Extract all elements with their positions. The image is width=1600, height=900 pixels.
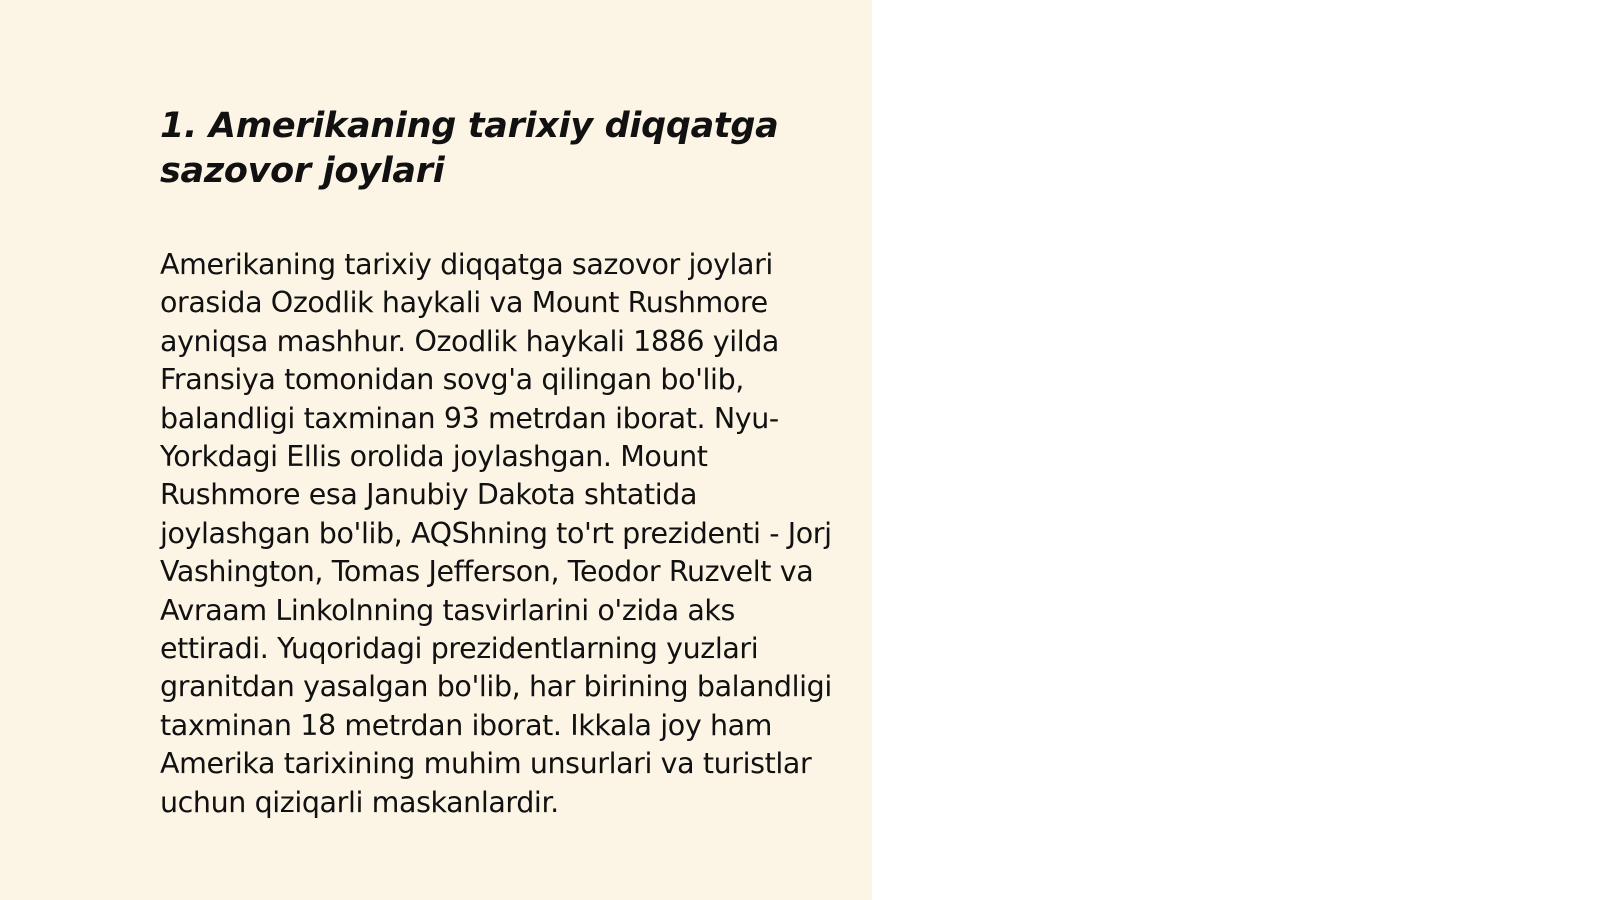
- slide-title: 1. Amerikaning tarixiy diqqatga sazovor joylari: [160, 106, 779, 191]
- blank-panel: [872, 0, 1600, 900]
- slide-body-text: Amerikaning tarixiy diqqatga sazovor joylari orasida Ozodlik haykali va Mount Rushmore ayniqsa mashhur. Ozodlik haykali 1886 yilda Fransiya tomonidan sovg'a qilingan bo'lib, balandligi taxminan 93 metrdan iborat. Nyu-Yorkdagi Ellis orolida joylashgan. Mount Rushmore esa Janubiy Dakota shtatida joylashgan bo'lib, AQShning to'rt prezidenti - Jorj Vashington, Tomas Jefferson, Teodor Ruzvelt va Avraam Linkolnning tasvirlarini o'zida aks ettiradi. Yuqoridagi prezidentlarning yuzlari granitdan yasalgan bo'lib, har birining balandligi taxminan 18 metrdan iborat. Ikkala joy ham Amerika tarixining muhim unsurlari va turistlar uchun qiziqarli maskanlardir.: [160, 248, 832, 819]
